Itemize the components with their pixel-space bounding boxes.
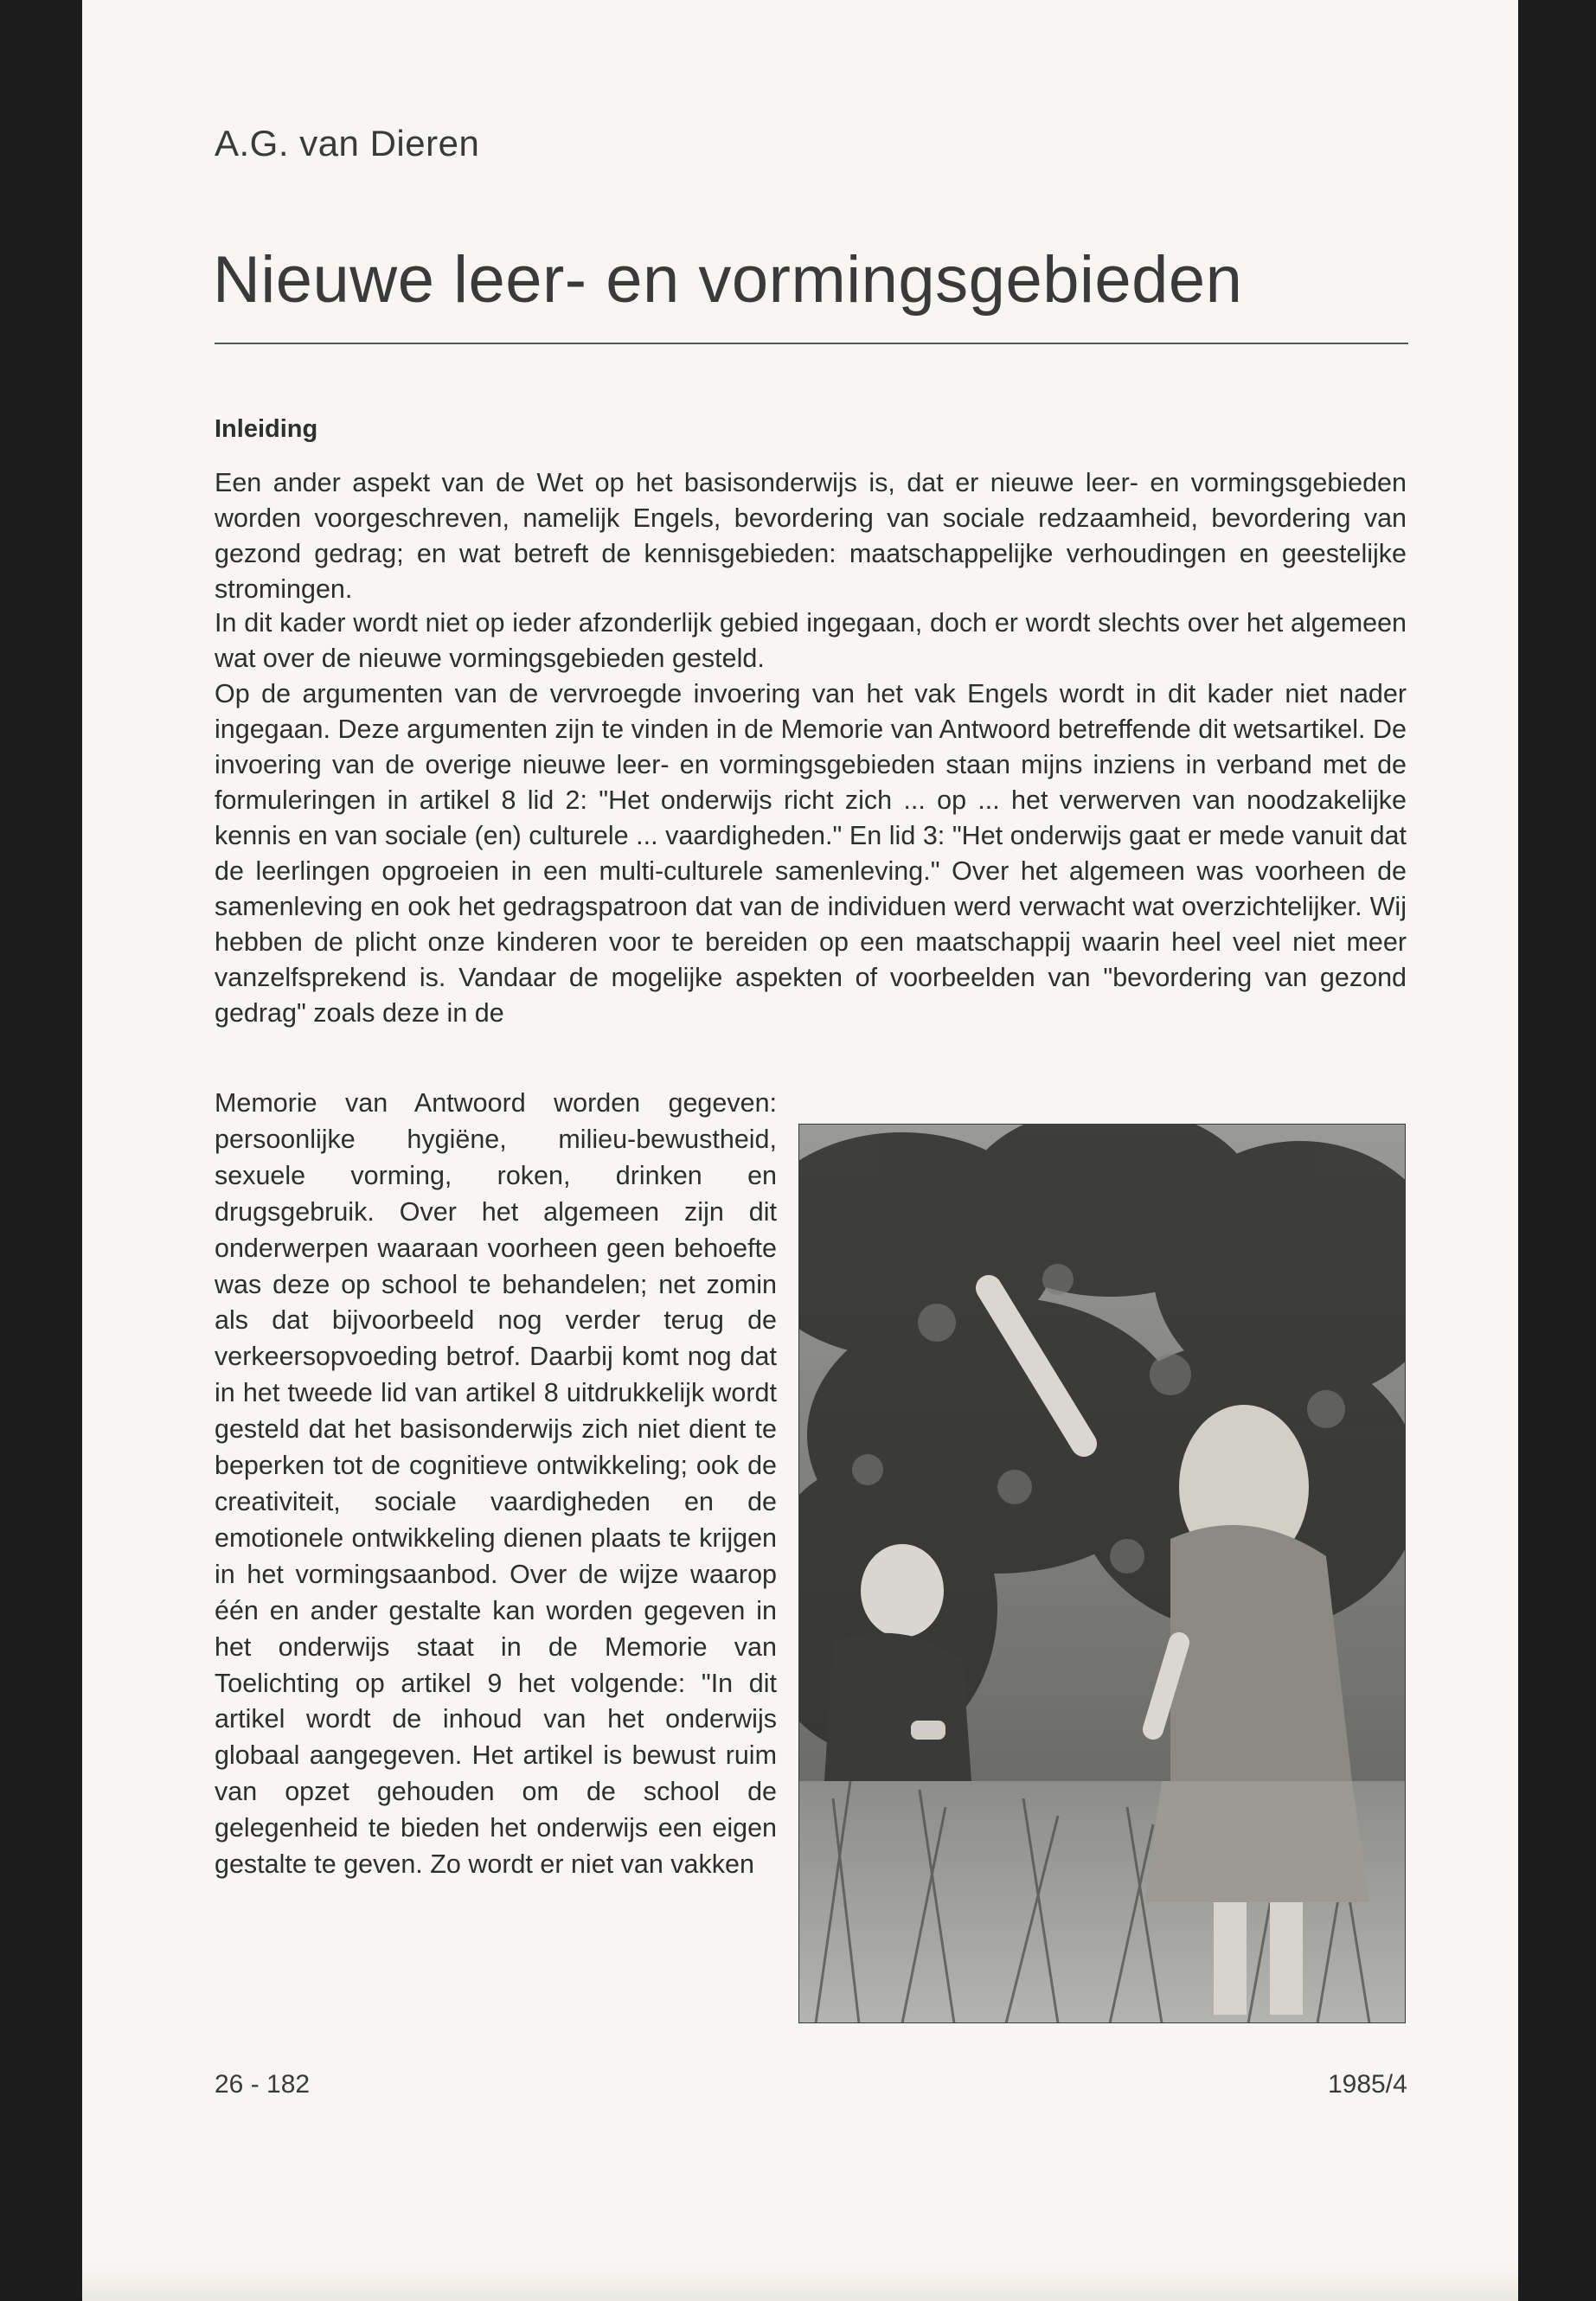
section-heading: Inleiding — [215, 415, 318, 443]
title-rule — [215, 343, 1408, 344]
issue-number: 1985/4 — [1328, 2070, 1407, 2099]
author-name: A.G. van Dieren — [215, 123, 480, 163]
paragraph-3: Op de argumenten van de vervroegde invoering van het vak Engels wordt in dit kader niet nader ingegaan. Deze argumenten zijn te vinden in de Memorie van Antwoord betreffende dit wetsartikel. De invoering van de overige nieuwe leer- en vormingsgebieden staan mijns inziens in verband met de formuleringen in artikel 8 lid 2: "Het onderwijs richt zich ... op ... het verwerven van noodzakelijke kennis en van sociale (en) culturele ... vaardigheden." En lid 3: "Het onderwijs gaat er mede vanuit dat de leerlingen opgroeien in een multi-culturele samenleving." Over het algemeen was voorheen de samenleving en ook het gedragspatroon dat van de individuen werd verwacht wat overzichtelijker. Wij hebben de plicht onze kinderen voor te bereiden op een maatschappij waarin heel veel niet meer vanzelfsprekend is. Vandaar de mogelijke aspekten of voorbeelden van "bevordering van gezond gedrag" zoals deze in de — [215, 679, 1407, 1028]
photo-image — [798, 1124, 1406, 2023]
page-number: 26 - 182 — [215, 2070, 311, 2099]
photo-children-in-garden — [798, 1124, 1406, 2023]
paragraph-1: Een ander aspekt van de Wet op het basisonderwijs is, dat er nieuwe leer- en vormingsgebieden worden voorgeschreven, namelijk Engels, bevordering van sociale redzaamheid, bevordering van gezond gedrag; en wat betreft de kennisgebieden: maatschappelijke verhoudingen en geestelijke stromingen. — [215, 468, 1407, 604]
paragraph-2: In dit kader wordt niet op ieder afzonderlijk gebied ingegaan, doch er wordt slechts over het algemeen wat over de nieuwe vormingsgebieden gesteld. — [215, 608, 1407, 673]
paragraph-4: Memorie van Antwoord worden gegeven: persoonlijke hygiëne, milieu-bewustheid, sexuele vorming, roken, drinken en drugsgebruik. Over het algemeen zijn dit onderwerpen waaraan voorheen geen behoefte was deze op school te behandelen; net zomin als dat bijvoorbeeld nog verder terug de verkeersopvoeding betrof. Daarbij komt nog dat in het tweede lid van artikel 8 uitdrukkelijk wordt gesteld dat het basisonderwijs zich niet dient te beperken tot de cognitieve ontwikkeling; ook de creativiteit, sociale vaardigheden en de emotionele ontwikkeling dienen plaats te krijgen in het vormingsaanbod. Over de wijze waarop één en ander gestalte kan worden gegeven in het onderwijs staat in de Memorie van Toelichting op artikel 9 het volgende: "In dit artikel wordt de inhoud van het onderwijs globaal aangegeven. Het artikel is bewust ruim van opzet gehouden om de school de gelegenheid te bieden het onderwijs een eigen gestalte te geven. Zo wordt er niet van vakken — [215, 1088, 777, 1880]
journal-page — [82, 0, 1518, 2301]
article-title: Nieuwe leer- en vormingsgebieden — [213, 243, 1243, 317]
